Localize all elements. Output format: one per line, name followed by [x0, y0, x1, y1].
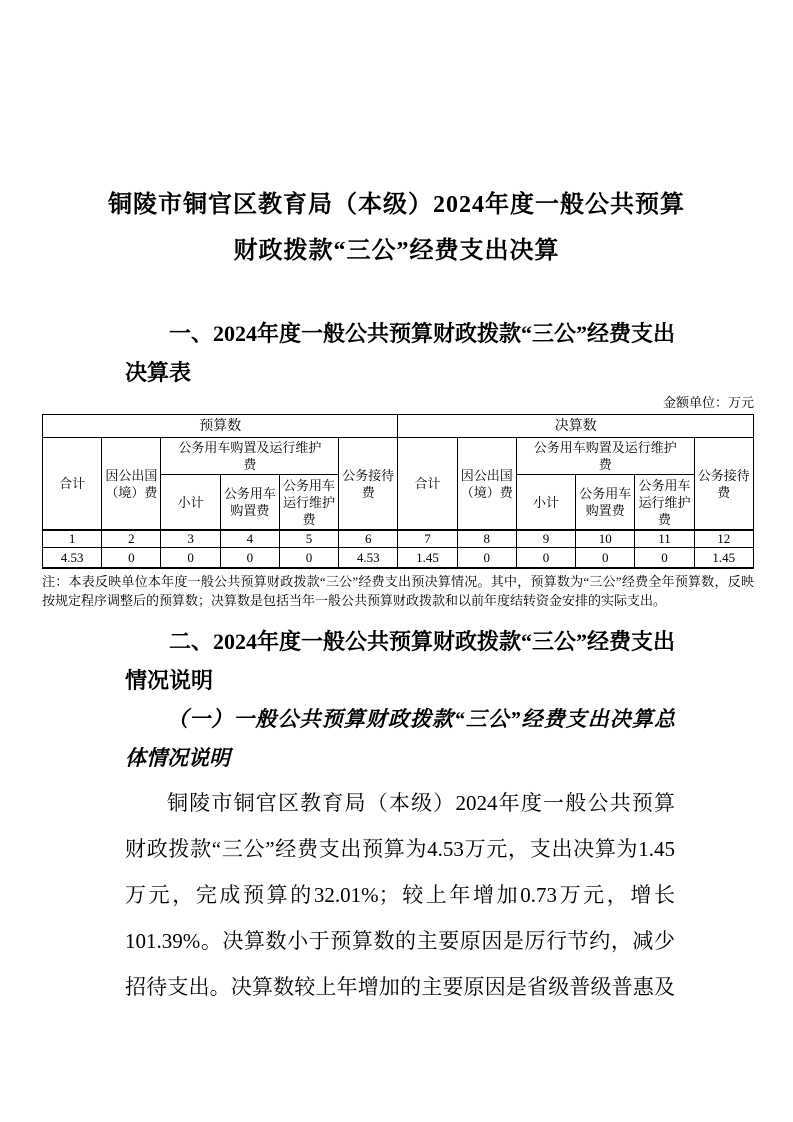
column-number-1: 1: [43, 530, 102, 548]
table-column-number-row: [43, 530, 754, 548]
doc-title-line-2: 财政拨款“三公”经费支出决算: [233, 238, 560, 264]
final-vehicle-subtotal-header: 小计: [516, 475, 575, 531]
column-number-5: 5: [279, 530, 338, 548]
doc-title: [0, 0, 793, 274]
column-number-10: 10: [576, 530, 635, 548]
subsection-heading-line-2: 体情况说明: [125, 746, 230, 770]
budget-vehicle-subtotal-value: 0: [161, 548, 220, 569]
budget-vehicle-purchase-value: 0: [220, 548, 279, 569]
body-line-1: 铜陵市铜官区教育局（本级）2024年度一般公共预算: [167, 791, 675, 815]
subsection-heading-line-1: （一）一般公共预算财政拨款“三公”经费支出决算总: [167, 707, 675, 731]
final-group-header: 决算数: [398, 415, 754, 438]
column-number-7: 7: [398, 530, 457, 548]
sangong-expense-table: [42, 414, 754, 569]
budget-abroad-value: 0: [102, 548, 161, 569]
table-note: 注：本表反映单位本年度一般公共预算财政拨款“三公”经费支出预决算情况。其中，预算数为“三公”经费全年预算数，反映按规定程序调整后的预算数；决算数是包括当年一般公共预算财政拨款和以前年度结转资金安排的实际支出。: [42, 574, 754, 608]
final-vehicle-maintenance-value: 0: [635, 548, 694, 569]
budget-vehicle-maintenance-header: 公务用车运行维护费: [279, 475, 338, 531]
subsection-heading: [125, 700, 675, 778]
table-subheader-row-1: [43, 438, 754, 475]
final-vehicle-group-header: 公务用车购置及运行维护费: [516, 438, 694, 475]
body-line-5: 招待支出。决算数较上年增加的主要原因是省级普级普惠及: [125, 975, 675, 999]
final-total-header: 合计: [398, 438, 457, 531]
section2-heading-line-2: 情况说明: [125, 668, 214, 693]
budget-total-header: 合计: [43, 438, 102, 531]
budget-vehicle-subtotal-header: 小计: [161, 475, 220, 531]
body-line-2: 财政拨款“三公”经费支出预算为4.53万元，支出决算为1.45: [125, 837, 675, 861]
budget-vehicle-maintenance-value: 0: [279, 548, 338, 569]
budget-vehicle-purchase-header: 公务用车购置费: [220, 475, 279, 531]
final-abroad-header: 因公出国（境）费: [457, 438, 516, 531]
budget-group-header: 预算数: [43, 415, 398, 438]
column-number-4: 4: [220, 530, 279, 548]
column-number-8: 8: [457, 530, 516, 548]
budget-total-value: 4.53: [43, 548, 102, 569]
final-vehicle-purchase-header: 公务用车购置费: [576, 475, 635, 531]
body-paragraph: [125, 780, 675, 1010]
body-line-3: 万元，完成预算的32.01%；较上年增加0.73万元，增长: [125, 883, 675, 907]
body-line-4: 101.39%。决算数小于预算数的主要原因是厉行节约，减少: [125, 929, 675, 953]
column-number-6: 6: [339, 530, 398, 548]
final-vehicle-purchase-value: 0: [576, 548, 635, 569]
budget-abroad-header: 因公出国（境）费: [102, 438, 161, 531]
section1-heading-line-1: 一、2024年度一般公共预算财政拨款“三公”经费支出: [169, 321, 676, 346]
column-number-11: 11: [635, 530, 694, 548]
budget-reception-header: 公务接待费: [339, 438, 398, 531]
column-number-2: 2: [102, 530, 161, 548]
budget-reception-value: 4.53: [339, 548, 398, 569]
final-vehicle-maintenance-header: 公务用车运行维护费: [635, 475, 694, 531]
section1-heading: [125, 314, 675, 392]
section1-heading-line-2: 决算表: [125, 360, 192, 385]
table-value-row: [43, 548, 754, 569]
column-number-3: 3: [161, 530, 220, 548]
column-number-12: 12: [694, 530, 753, 548]
final-total-value: 1.45: [398, 548, 457, 569]
doc-title-line-1: 铜陵市铜官区教育局（本级）2024年度一般公共预算: [108, 192, 685, 218]
final-abroad-value: 0: [457, 548, 516, 569]
final-reception-value: 1.45: [694, 548, 753, 569]
final-reception-header: 公务接待费: [694, 438, 753, 531]
section2-heading-line-1: 二、2024年度一般公共预算财政拨款“三公”经费支出: [169, 629, 676, 654]
column-number-9: 9: [516, 530, 575, 548]
budget-vehicle-group-header: 公务用车购置及运行维护费: [161, 438, 339, 475]
final-vehicle-subtotal-value: 0: [516, 548, 575, 569]
table-group-header-row: [43, 415, 754, 438]
section2-heading: [125, 622, 675, 700]
amount-unit-note: 金额单位：万元: [662, 395, 754, 410]
